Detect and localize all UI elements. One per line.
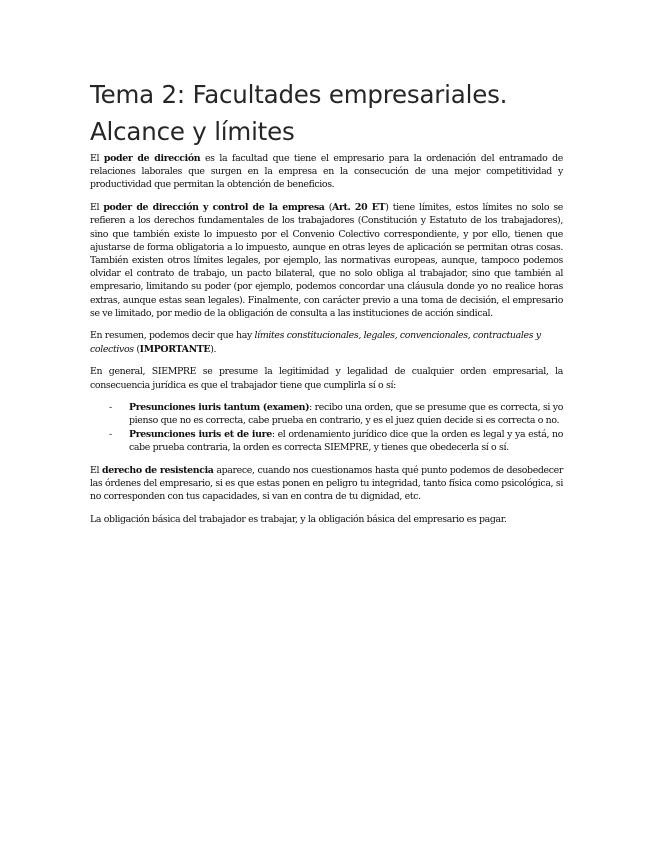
text-run: El [90,202,104,214]
text-run: ). [210,343,217,355]
bold-article: Art. 20 ET [332,202,386,214]
text-run: : recibo una orden, que se presume que es correcta, si yo pienso que no es correcta, cabe prueba en contrario, y es el juez quien decide si es correcta o no. [129,402,563,427]
paragraph-general: En general, SIEMPRE se presume la legitimidad y legalidad de cualquier orden empresarial, la consecuencia jurídica es que el trabajador tiene que cumplirla sí o sí: [90,366,563,391]
list-item [90,428,563,454]
text-run: ) tiene límites, estos límites no solo se refieren a los derechos fundamentales de los trabajadores (Constitución y Estatuto de los trabajadores), sino que también existe lo impuesto por el Convenio Colectivo correspondiente, y por ello, tienen que ajustarse de forma obligatoria a lo impuesto, aunque en otras leyes de aplicación se permitan otras cosas. También existen otros límites legales, por ejemplo, las normativas europeas, aunque, tampoco podemos olvidar el contrato de trabajo, un pacto bilateral, que no solo obliga al trabajador, sino que también al empresario, limitando su poder (por ejemplo, podemos concordar una cláusula donde yo no realice horas extras, aunque estas sean legales). Finalmente, con carácter previo a una toma de decisión, el empresario se ve limitado, por medio de la obligación de consulta a las instituciones de acción sindical. [90,202,563,319]
bold-term: poder de dirección [103,153,201,164]
text-run: ( [133,343,140,355]
page-title: Tema 2: Facultades empresariales. Alcance y límites [90,80,508,146]
paragraph-resistencia [90,464,563,504]
text-run: En resumen, podemos decir que hay [90,330,255,342]
bold-term: poder de dirección y control de la empresa [103,202,325,214]
text-run: El [90,464,103,476]
presunciones-list [90,401,563,454]
bold-important: IMPORTANTE [139,343,211,355]
bold-term: derecho de resistencia [102,464,214,476]
bold-term: Presunciones iuris tantum (examen) [129,402,310,414]
document-body [90,152,563,535]
text-run: ( [324,202,333,214]
list-item [90,401,563,427]
paragraph-obligacion: La obligación básica del trabajador es trabajar, y la obligación básica del empresario es pagar. [90,513,507,525]
paragraph-limites [90,201,563,320]
paragraph-resumen [90,329,563,355]
paragraph-poder-direccion [90,152,563,192]
bold-term: Presunciones iuris et de iure [129,428,272,440]
text-run: : el ordenamiento jurídico dice que la orden es legal y ya está, no cabe prueba contraria, la orden es correcta SIEMPRE, y tienes que obedecerla sí o sí. [129,428,564,453]
text-run: aparece, cuando nos cuestionamos hasta qué punto podemos de desobedecer las órdenes del empresario, si es que estas ponen en peligro tu integridad, tanto física como psicológica, si no corresponden con tus capacidades, si van en contra de tu dignidad, etc. [90,464,563,502]
text-run: es la facultad que tiene el empresario para la ordenación del entramado de relaciones laborales que surgen en la empresa en la consecución de una mejor competitividad y productividad que permitan la obtención de beneficios. [90,153,563,191]
text-run: El [90,153,104,164]
italic-text: límites constitucionales, legales, convencionales, contractuales y colectivos [90,330,541,355]
bullet-dash: - [109,428,112,440]
bullet-dash: - [109,402,112,414]
